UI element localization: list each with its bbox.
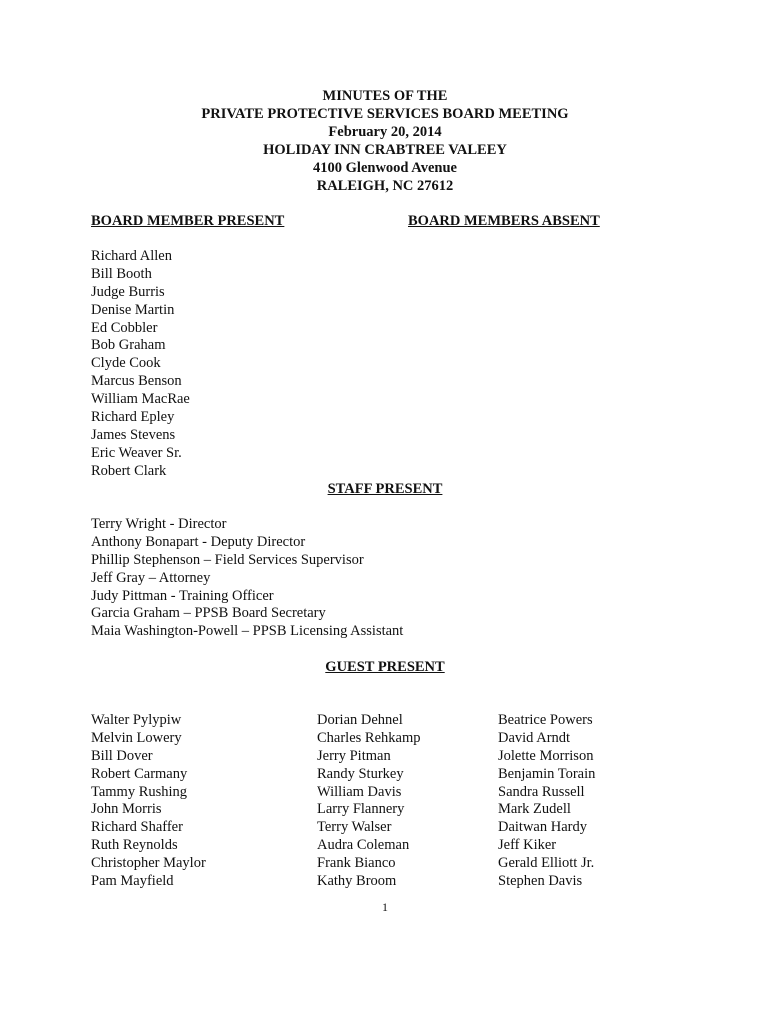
- list-item: Beatrice Powers: [498, 712, 593, 728]
- list-item: Jolette Morrison: [498, 747, 594, 764]
- list-item: Garcia Graham – PPSB Board Secretary: [91, 605, 326, 622]
- list-item: Richard Allen: [91, 248, 172, 264]
- list-item: Bob Graham: [91, 337, 166, 354]
- guest-present-heading: GUEST PRESENT: [325, 659, 445, 675]
- list-item: Clyde Cook: [91, 355, 161, 372]
- page-number: 1: [382, 900, 388, 914]
- header-board-name: PRIVATE PROTECTIVE SERVICES BOARD MEETING: [201, 105, 569, 122]
- list-item: Walter Pylypiw: [91, 712, 182, 728]
- list-item: Tammy Rushing: [91, 783, 188, 800]
- list-item: Terry Wright - Director: [91, 516, 227, 532]
- header-date: February 20, 2014: [328, 123, 442, 140]
- board-absent-heading: BOARD MEMBERS ABSENT: [408, 213, 600, 229]
- list-item: Marcus Benson: [91, 373, 182, 390]
- list-item: Melvin Lowery: [91, 729, 182, 746]
- list-item: Pam Mayfield: [91, 873, 174, 890]
- list-item: Judy Pittman - Training Officer: [91, 587, 274, 604]
- list-item: Gerald Elliott Jr.: [498, 855, 595, 872]
- list-item: Denise Martin: [91, 301, 175, 318]
- list-item: Randy Sturkey: [317, 765, 404, 782]
- list-item: Jerry Pitman: [317, 747, 391, 764]
- header-city: RALEIGH, NC 27612: [316, 177, 454, 194]
- guest-list-column-1: [91, 712, 206, 891]
- list-item: Robert Clark: [91, 462, 167, 479]
- list-item: Judge Burris: [91, 283, 165, 300]
- list-item: Larry Flannery: [317, 801, 405, 818]
- staff-present-list: [91, 516, 403, 641]
- list-item: Charles Rehkamp: [317, 729, 421, 746]
- list-item: Jeff Kiker: [498, 837, 557, 854]
- list-item: John Morris: [91, 801, 162, 818]
- header-venue: HOLIDAY INN CRABTREE VALEEY: [263, 141, 507, 158]
- list-item: Bill Booth: [91, 265, 152, 282]
- list-item: William MacRae: [91, 391, 190, 408]
- list-item: Jeff Gray – Attorney: [91, 569, 211, 586]
- list-item: Eric Weaver Sr.: [91, 444, 182, 461]
- staff-present-heading: STAFF PRESENT: [327, 481, 443, 497]
- list-item: Kathy Broom: [317, 873, 397, 890]
- list-item: Stephen Davis: [498, 873, 583, 890]
- list-item: Mark Zudell: [498, 801, 571, 818]
- board-present-list: [91, 248, 190, 481]
- list-item: Ed Cobbler: [91, 319, 158, 336]
- board-present-heading: BOARD MEMBER PRESENT: [91, 213, 285, 229]
- list-item: Benjamin Torain: [498, 765, 596, 782]
- list-item: Dorian Dehnel: [317, 712, 403, 728]
- list-item: Anthony Bonapart - Deputy Director: [91, 533, 306, 550]
- list-item: Audra Coleman: [317, 837, 410, 854]
- list-item: William Davis: [317, 783, 402, 800]
- list-item: Terry Walser: [317, 819, 392, 836]
- list-item: James Stevens: [91, 426, 176, 443]
- list-item: Daitwan Hardy: [498, 819, 587, 836]
- guest-list-column-3: [498, 712, 595, 891]
- list-item: Christopher Maylor: [91, 855, 206, 872]
- guest-list-column-2: [317, 712, 421, 891]
- header-street: 4100 Glenwood Avenue: [313, 159, 457, 176]
- list-item: Richard Epley: [91, 409, 175, 426]
- list-item: Ruth Reynolds: [91, 837, 178, 854]
- list-item: Frank Bianco: [317, 855, 396, 872]
- list-item: Richard Shaffer: [91, 819, 183, 836]
- list-item: Bill Dover: [91, 747, 153, 764]
- list-item: Robert Carmany: [91, 765, 188, 782]
- list-item: Sandra Russell: [498, 783, 585, 800]
- header-title: MINUTES OF THE: [322, 88, 448, 104]
- list-item: Phillip Stephenson – Field Services Supervisor: [91, 551, 364, 568]
- list-item: Maia Washington-Powell – PPSB Licensing Assistant: [91, 623, 404, 640]
- document-header: [0, 88, 770, 195]
- list-item: David Arndt: [498, 729, 571, 746]
